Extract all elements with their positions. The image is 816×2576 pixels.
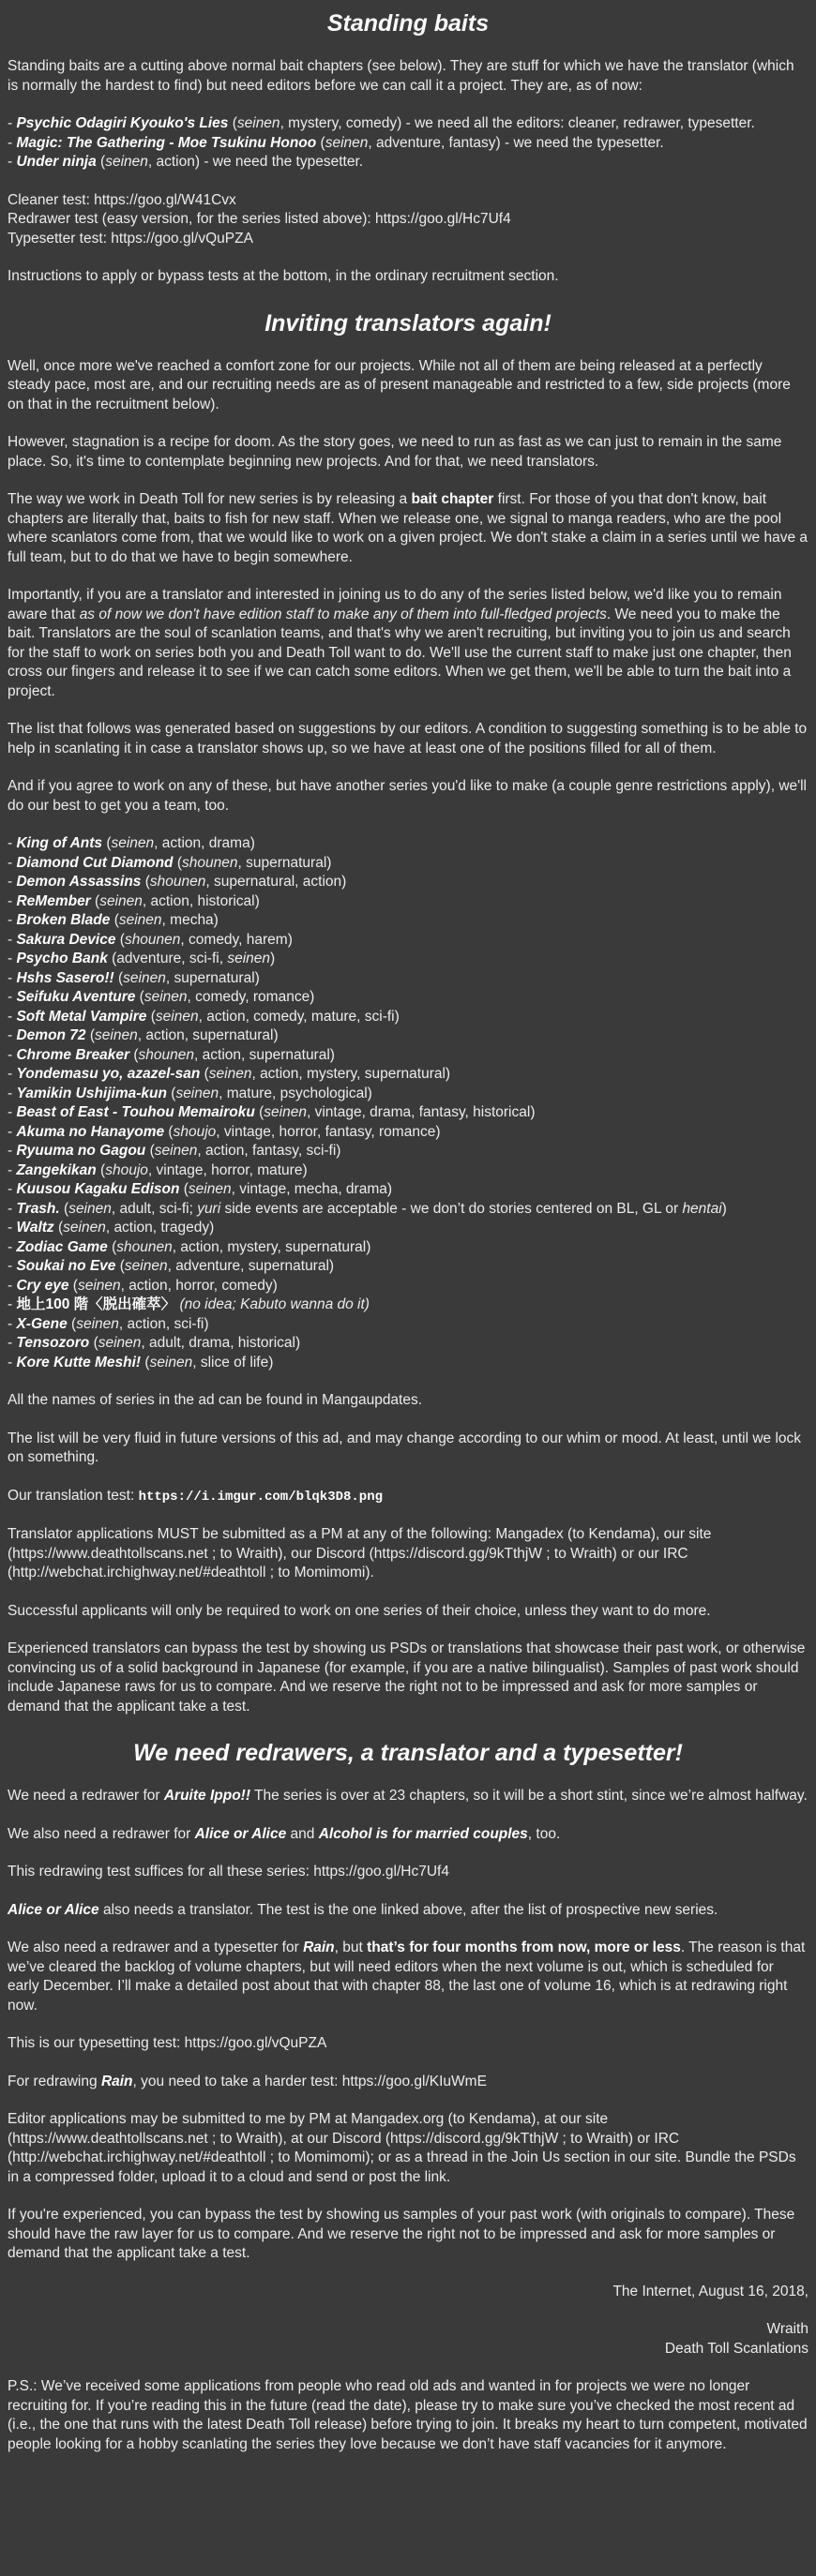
text-segment: Alice or Alice [8,1901,99,1918]
text-segment: - [8,1027,17,1043]
series-list-item [8,1161,808,1181]
text-segment: - [8,1008,17,1025]
series-list-item [8,988,808,1008]
text-segment: ( [141,1354,150,1370]
text-segment: King of Ants [16,835,103,851]
text-segment: - [8,989,17,1005]
series-list-item [8,931,808,951]
bait-list-item [8,114,808,134]
text-segment: , mature, psychological) [219,1085,372,1101]
test-link-line [8,191,808,211]
paragraph [8,720,808,758]
text-segment: - [8,154,17,170]
text-segment: Psycho Bank [16,951,108,966]
series-list-item [8,1065,808,1085]
ps-note [8,2377,808,2454]
paragraph [8,586,808,701]
text-segment: - [8,1066,17,1082]
text-segment: The series is over at 23 chapters, so it will be a short stint, since we’re almost halfway. [249,1788,808,1804]
text-segment: ( [316,134,325,151]
text-segment: , comedy, harem) [180,931,293,948]
text-segment: Seifuku Aventure [16,989,136,1005]
text-segment: - [8,1104,17,1120]
text-segment: that’s for four months from now, more or less [367,1939,681,1955]
text-segment: Alice or Alice [194,1825,287,1842]
text-segment: . The reason is that we’ve cleared the backlog of volume chapters, but will need editors when the next volume is out, which is scheduled for early December. I’ll make a detailed post about that with chapter 88, the last one of volume 16, which is at redrawing right now. [8,1939,806,2014]
text-segment: , slice of life) [192,1354,274,1370]
text-segment: - [8,1181,17,1197]
text-segment: seinen [154,1143,198,1159]
text-segment: (no idea; Kabuto wanna do it) [179,1296,370,1312]
text-segment: Broken Blade [16,912,111,928]
text-segment: Aruite Ippo!! [163,1788,250,1804]
text-segment: ( [164,1123,174,1140]
paragraph [8,490,808,567]
text-segment: - [8,1258,17,1274]
signature-group [8,2340,808,2359]
text-segment: Instructions to apply or bypass tests at the bottom, in the ordinary recruitment section. [8,268,559,284]
text-segment: also needs a translator. The test is the one linked above, after the list of prospective new series. [98,1901,718,1918]
text-segment: seinen [118,912,162,928]
series-list-item [8,834,808,854]
text-segment: and [286,1825,319,1842]
text-segment: shounen [138,1046,195,1063]
text-segment: Rain [100,2073,133,2089]
text-segment: bait chapter [411,491,494,507]
paragraph [8,357,808,415]
text-segment: ( [107,1238,117,1255]
text-segment: , comedy, romance) [187,989,315,1005]
paragraph [8,1640,808,1716]
text-segment: Kore Kutte Meshi! [16,1354,142,1370]
text-segment: - [8,1161,17,1178]
text-segment: , action, supernatural) [137,1027,279,1043]
text-segment: - [8,1200,17,1217]
text-segment: - [8,1085,17,1101]
text-segment: Kuusou Kagaku Edison [16,1181,180,1197]
text-segment: first. For those of you that don't know, bait chapters are literally that, baits to fish for new staff. When we release one, we signal to manga readers, who are the pool where scanlators come from, that we would like to work on a given project. We don't stake a claim in a series until we have a full team, but to do that we have to begin somewhere. [8,491,808,565]
intro-paragraph [8,57,808,96]
text-segment: The Internet, August 16, 2018, [612,2283,808,2299]
text-segment: Typesetter test: https://goo.gl/vQuPZA [8,230,253,247]
text-segment: Importantly, if you are a translator and interested in joining us to do any of the series listed below, we'd like you to remain aware that [8,587,782,622]
instructions-note [8,267,808,287]
text-segment: This is our typesetting test: https://goo.gl/vQuPZA [8,2035,327,2051]
text-segment: - [8,835,17,851]
text-segment: - [8,854,17,871]
text-segment: ( [166,1085,176,1101]
text-segment: ( [200,1066,209,1082]
text-segment: ( [115,1258,125,1274]
series-list-item [8,969,808,989]
text-segment: Beast of East - Touhou Memairoku [16,1104,255,1120]
text-segment: Editor applications may be submitted to me by PM at Mangadex.org (to Kendama), at our site (https://www.deathtollscans.net ; to Wraith), at our Discord (https://discord.gg/9kTthjW ; to Wraith) or IRC (http://webchat.irchighway.net/#deathtoll ; to Momimomi); or as a thread in the Join Us section in our site. Bundle the PSDs in a compressed folder, upload it to a cloud and send or post the link. [8,2111,796,2185]
text-segment: 地上100 階〈脱出確萃〉 [16,1296,176,1312]
text-segment: Hshs Sasero!! [16,969,114,986]
text-segment: - [8,1123,17,1140]
text-segment: Zodiac Game [16,1238,108,1255]
paragraph [8,1430,808,1468]
text-segment: seinen [264,1104,307,1120]
text-segment: , action, mystery, supernatural) [251,1066,451,1082]
text-segment: Well, once more we've reached a comfort zone for our projects. While not all of them are being released at a perfectly steady pace, most are, and our recruiting needs are as of present manageable and restricted to a few, side projects (more on that in the recruitment below). [8,357,791,412]
translation-test-line [8,1487,808,1507]
text-segment: ( [173,854,182,871]
text-segment: seinen [144,989,188,1005]
text-segment: seinen [111,835,155,851]
series-list-item [8,1008,808,1027]
text-segment: ( [102,835,112,851]
series-list-item [8,1315,808,1335]
text-segment: Cry eye [16,1277,69,1294]
text-segment: seinen [123,969,166,986]
text-segment: Akuma no Hanayome [16,1123,165,1140]
text-segment: The list will be very fluid in future versions of this ad, and may change according to our whim or mood. At least, until we lock on something. [8,1430,802,1465]
text-segment: seinen [227,951,271,966]
text-segment: , mecha) [161,912,219,928]
series-list-item [8,950,808,969]
text-segment: - [8,969,17,986]
bait-list-item [8,153,808,172]
text-segment: X-Gene [16,1315,68,1332]
text-segment: - [8,134,17,151]
series-list-item [8,873,808,892]
signature-name [8,2320,808,2340]
text-segment: , mystery, comedy) - we need all the editors: cleaner, redrawer, typesetter. [280,115,755,131]
text-segment: as of now we don't have edition staff to make any of them into full-fledged projects [79,606,607,622]
ad-body [8,9,808,2454]
text-segment: , action, comedy, mature, sci-fi) [198,1008,400,1025]
text-segment: All the names of series in the ad can be found in Mangaupdates. [8,1392,423,1408]
test-link-line [8,210,808,230]
text-segment: seinen [325,134,369,151]
text-segment: , action) - we need the typesetter. [147,154,364,170]
text-segment: , you need to take a harder test: https://goo.gl/KIuWmE [132,2073,487,2089]
text-segment: ( [254,1104,264,1120]
text-segment: Yondemasu yo, azazel-san [16,1066,201,1082]
text-segment: - [8,931,17,948]
text-segment: Demon Assassins [16,874,142,890]
text-segment: (adventure, sci-fi, [107,951,228,966]
series-list-item [8,1277,808,1296]
text-segment: ( [53,1220,64,1236]
text-segment: , supernatural) [165,969,260,986]
text-segment: Standing baits are a cutting above normal bait chapters (see below). They are stuff for which we have the translator (which is normally the hardest to find) but need editors before we can call it a project. They are, as of now: [8,58,794,94]
paragraph [8,1901,808,1921]
text-segment: seinen [98,1335,142,1351]
text-segment: Ryuuma no Gagou [16,1143,146,1159]
text-segment: seinen [208,1066,252,1082]
text-segment: Soukai no Eve [16,1258,116,1274]
text-segment: shounen [124,931,181,948]
text-segment: - [8,1296,17,1312]
text-segment: seinen [68,1200,112,1217]
text-segment: ( [135,989,144,1005]
text-segment: Death Toll Scanlations [664,2340,808,2357]
text-segment: , vintage, drama, fantasy, historical) [306,1104,536,1120]
text-segment: ( [110,912,119,928]
text-segment: seinen [175,1085,219,1101]
text-segment: hentai [682,1200,722,1217]
text-segment: Diamond Cut Diamond [16,854,174,871]
paragraph [8,2034,808,2054]
text-segment: We also need a redrawer and a typesetter for [8,1939,304,1955]
text-segment: The way we work in Death Toll for new series is by releasing a [8,491,412,507]
text-segment: Chrome Breaker [16,1046,130,1063]
text-segment: https://i.imgur.com/blqk3D8.png [138,1489,384,1505]
text-segment: shounen [149,874,206,890]
text-segment: Soft Metal Vampire [16,1008,147,1025]
paragraph [8,433,808,472]
text-segment: . We need you to make the bait. Translators are the soul of scanlation teams, and that's why we aren't recruiting, but inviting you to join us and search for the staff to work on series both you and Death Toll want to do. We'll use the current staff to make just one chapter, then cross our fingers and release it to see if we can catch some editors. When we get them, we'll be able to turn the bait into a project. [8,606,792,699]
text-segment: shoujo [105,1161,148,1178]
paragraph [8,2206,808,2264]
text-segment: For redrawing [8,2073,101,2089]
text-segment: ( [113,969,124,986]
text-segment: Experienced translators can bypass the test by showing us PSDs or translations that showcase their past work, or otherwise convincing us of a solid background in Japanese (for example, if you are a native bilingualist). Samples of past work should include Japanese raws for us to compare. And we reserve the right not to be impressed and ask for more samples or demand that the applicant take a test. [8,1640,806,1715]
text-segment: , action, historical) [142,892,260,909]
series-list-item [8,1354,808,1373]
paragraph [8,1525,808,1583]
text-segment: Tensozoro [16,1335,90,1351]
text-segment: , adult, sci-fi; [111,1200,198,1217]
paragraph [8,1825,808,1845]
paragraph [8,1939,808,2015]
text-segment: ( [68,1277,78,1294]
series-list-item [8,1200,808,1220]
text-segment: , action, supernatural) [194,1046,335,1063]
paragraph [8,1863,808,1882]
text-segment: Successful applicants will only be required to work on one series of their choice, unless they want to do more. [8,1602,711,1619]
text-segment: ( [59,1200,69,1217]
text-segment: seinen [149,1354,193,1370]
text-segment: shoujo [173,1123,217,1140]
text-segment: yuri [197,1200,221,1217]
text-segment: We need a redrawer for [8,1788,164,1804]
text-segment: Cleaner test: https://goo.gl/W41Cvx [8,191,236,208]
inviting-translators-heading: Inviting translators again! [264,309,552,337]
text-segment: , supernatural) [237,854,332,871]
text-segment: shounen [116,1238,173,1255]
series-list-item [8,1103,808,1123]
text-segment: , action, tragedy) [105,1220,215,1236]
text-segment: - [8,1238,17,1255]
text-segment: ( [141,874,150,890]
text-segment: , vintage, horror, fantasy, romance) [216,1123,441,1140]
series-list-item [8,1085,808,1104]
text-segment: shounen [182,854,238,871]
standing-baits-heading: Standing baits [326,10,490,37]
text-segment: , action, drama) [154,835,255,851]
series-list-item [8,1142,808,1161]
text-segment: seinen [105,154,148,170]
series-list-item [8,1219,808,1238]
text-segment: ) [270,951,276,966]
text-segment: seinen [155,1008,199,1025]
text-segment: Under ninja [16,154,97,170]
text-segment: ( [90,892,100,909]
paragraph [8,1602,808,1622]
series-list-item [8,854,808,874]
text-segment: , adventure, fantasy) - we need the typesetter. [368,134,664,151]
text-segment: - [8,874,17,890]
text-segment: - [8,912,17,928]
text-segment: Zangekikan [16,1161,97,1178]
paragraph [8,1391,808,1411]
text-segment: Translator applications MUST be submitted as a PM at any of the following: Mangadex (to Kendama), our site (https://www.deathtollscans.net ; to Wraith), our Discord (https://discord.gg/9kTthjW ; to Wraith) or our IRC (http://webchat.irchighway.net/#deathtoll ; to Momimomi). [8,1526,712,1580]
text-segment: ReMember [16,892,91,909]
text-segment: Rain [303,1939,335,1955]
text-segment: ( [85,1027,96,1043]
text-segment: ) [721,1200,727,1217]
text-segment: seinen [236,115,280,131]
text-segment: We also need a redrawer for [8,1825,195,1842]
text-segment: - [8,1315,17,1332]
text-segment: , adventure, supernatural) [167,1258,335,1274]
text-segment: , supernatural, action) [205,874,347,890]
text-segment: , action, sci-fi) [118,1315,209,1332]
text-segment: ( [145,1143,155,1159]
text-segment: Psychic Odagiri Kyouko's Lies [16,115,229,131]
text-segment: Waltz [16,1220,54,1236]
text-segment: The list that follows was generated based on suggestions by our editors. A condition to suggesting something is to be able to help in scanlating it in case a translator shows up, so we have at least one of the positions filled for all of them. [8,721,808,756]
text-segment: Yamikin Ushijima-kun [16,1085,167,1101]
text-segment: - [8,951,17,966]
series-list-item [8,1257,808,1277]
text-segment: seinen [77,1277,121,1294]
series-list-item [8,1295,808,1315]
text-segment: - [8,1220,17,1236]
text-segment: ( [129,1046,139,1063]
text-segment: Wraith [766,2321,808,2337]
text-segment: seinen [76,1315,119,1332]
text-segment: - [8,1335,17,1351]
text-segment: - [8,1046,17,1063]
test-link-line [8,230,808,249]
text-segment: , adult, drama, historical) [141,1335,301,1351]
paragraph [8,2110,808,2187]
text-segment: And if you agree to work on any of these, but have another series you'd like to make (a couple genre restrictions apply), we'll do our best to get you a team, too. [8,778,807,814]
text-segment: ( [115,931,125,948]
text-segment: Our translation test: [8,1487,139,1504]
series-list-item [8,911,808,931]
redrawers-heading: We need redrawers, a translator and a typesetter! [133,1740,683,1766]
text-segment: Trash. [16,1200,60,1217]
text-segment: ( [146,1008,156,1025]
text-segment: , too. [527,1825,561,1842]
text-segment: , but [334,1939,368,1955]
text-segment: seinen [124,1258,168,1274]
text-segment: If you're experienced, you can bypass the test by showing us samples of your past work (with originals to compare). These should have the raw layer for us to compare. And we reserve the right not to be impressed and ask for more samples or demand that the applicant take a test. [8,2207,795,2261]
text-segment: , action, mystery, supernatural) [172,1238,371,1255]
text-segment: , vintage, horror, mature) [147,1161,308,1178]
text-segment: Alcohol is for married couples [318,1825,528,1842]
text-segment: seinen [95,1027,138,1043]
text-segment: ( [67,1315,77,1332]
paragraph [8,2073,808,2092]
text-segment: Sakura Device [16,931,116,948]
text-segment: side events are acceptable - we don’t do stories centered on BL, GL or [220,1200,683,1217]
text-segment: ( [179,1181,189,1197]
series-list-item [8,1334,808,1354]
text-segment: ( [89,1335,98,1351]
text-segment: seinen [99,892,143,909]
series-list-item [8,1238,808,1258]
series-list-item [8,892,808,912]
series-list-item [8,1180,808,1200]
text-segment: This redrawing test suffices for all these series: https://goo.gl/Hc7Uf4 [8,1864,449,1880]
paragraph [8,777,808,816]
text-segment: However, stagnation is a recipe for doom. As the story goes, we need to run as fast as we can just to remain in the same place. So, it's time to contemplate beginning new projects. And for that, we need translators. [8,434,782,470]
text-segment: Redrawer test (easy version, for the series listed above): https://goo.gl/Hc7Uf4 [8,211,511,227]
text-segment: - [8,1143,17,1159]
text-segment: ( [96,154,106,170]
text-segment: ( [96,1161,106,1178]
text-segment: , action, horror, comedy) [120,1277,278,1294]
paragraph [8,1787,808,1806]
text-segment: Magic: The Gathering - Moe Tsukinu Honoo [16,134,317,151]
text-segment: seinen [188,1181,232,1197]
text-segment: , action, fantasy, sci-fi) [197,1143,341,1159]
text-segment: , vintage, mecha, drama) [231,1181,393,1197]
text-segment: seinen [63,1220,106,1236]
text-segment: - [8,1277,17,1294]
text-segment: - [8,115,17,131]
text-segment: - [8,1354,17,1370]
text-segment: ( [228,115,237,131]
text-segment: P.S.: We’ve received some applications from people who read old ads and wanted in for projects we were no longer recruiting for. If you’re reading this in the future (read the date), please try to make sure you’ve checked the most recent ad (i.e., the one that runs with the latest Death Toll release) before trying to join. It breaks my heart to turn competent, motivated people looking for a hobby scanlating the series they love because we don’t have staff vacancies for it anymore. [8,2378,808,2452]
series-list-item [8,1123,808,1143]
bait-list-item [8,134,808,154]
series-list-item [8,1026,808,1046]
signature-date [8,2283,808,2302]
text-segment: Demon 72 [16,1027,86,1043]
text-segment: - [8,892,17,909]
series-list-item [8,1046,808,1066]
